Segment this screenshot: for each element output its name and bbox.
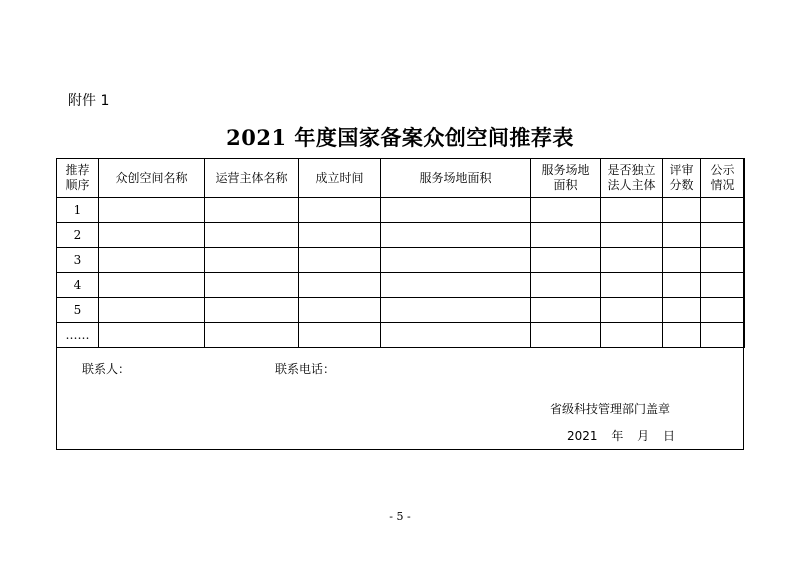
table-row [57, 248, 745, 273]
header-publicity: 公示 情况 [701, 159, 745, 198]
row-rank: 5 [57, 298, 99, 323]
contact-phone-label: 联系电话： [275, 362, 336, 376]
table-cell [531, 298, 601, 323]
table-cell [299, 198, 381, 223]
table-cell [663, 223, 701, 248]
table-cell [701, 198, 745, 223]
table-cell [299, 273, 381, 298]
header-independent-legal: 是否独立 法人主体 [601, 159, 663, 198]
table-cell [663, 298, 701, 323]
table-cell [205, 223, 299, 248]
header-rank: 推荐 顺序 [57, 159, 99, 198]
row-rank: …… [57, 323, 99, 348]
table-cell [663, 273, 701, 298]
table-cell [381, 298, 531, 323]
row-rank: 3 [57, 248, 99, 273]
seal-label: 省级科技管理部门盖章 [550, 402, 671, 416]
table-cell [99, 298, 205, 323]
header-space-name: 众创空间名称 [99, 159, 205, 198]
table-cell [531, 273, 601, 298]
table-cell [531, 223, 601, 248]
header-review-score: 评审 分数 [663, 159, 701, 198]
table-cell [701, 223, 745, 248]
table-cell [381, 248, 531, 273]
table-cell [531, 198, 601, 223]
table-row [57, 273, 745, 298]
recommendation-table [56, 158, 745, 348]
row-rank: 4 [57, 273, 99, 298]
table-cell [299, 298, 381, 323]
table-cell [601, 323, 663, 348]
table-cell [601, 198, 663, 223]
table-cell [701, 323, 745, 348]
page-number: - 5 - [389, 510, 411, 523]
table-cell [299, 323, 381, 348]
table-cell [601, 248, 663, 273]
table-row [57, 223, 745, 248]
table-cell [205, 273, 299, 298]
header-service-area-2: 服务场地 面积 [531, 159, 601, 198]
table-cell [299, 223, 381, 248]
header-founding-time: 成立时间 [299, 159, 381, 198]
table-cell [601, 273, 663, 298]
table-cell [205, 323, 299, 348]
header-operator-name: 运营主体名称 [205, 159, 299, 198]
table-cell [663, 198, 701, 223]
table-header-row [57, 159, 745, 198]
table-cell [205, 298, 299, 323]
table-cell [205, 248, 299, 273]
table-cell [99, 323, 205, 348]
table-cell [381, 273, 531, 298]
document-title: 2021 年度国家备案众创空间推荐表 [226, 125, 574, 150]
table-cell [663, 323, 701, 348]
table-cell [701, 273, 745, 298]
annex-label: 附件 1 [68, 93, 110, 109]
row-rank: 2 [57, 223, 99, 248]
table-cell [531, 248, 601, 273]
table-cell [531, 323, 601, 348]
header-service-area: 服务场地面积 [381, 159, 531, 198]
row-rank: 1 [57, 198, 99, 223]
table-cell [381, 223, 531, 248]
table-cell [381, 198, 531, 223]
table-cell [701, 298, 745, 323]
table-cell [299, 248, 381, 273]
table-cell [99, 273, 205, 298]
date-text: 2021 年 月 日 [567, 429, 675, 443]
table-cell [205, 198, 299, 223]
table-cell [601, 298, 663, 323]
table-cell [99, 198, 205, 223]
table-cell [663, 248, 701, 273]
table-cell [601, 223, 663, 248]
contact-person-label: 联系人： [82, 362, 131, 376]
table-row [57, 298, 745, 323]
table-cell [701, 248, 745, 273]
table-cell [381, 323, 531, 348]
table-row [57, 323, 745, 348]
table-cell [99, 248, 205, 273]
table-row [57, 198, 745, 223]
table-cell [99, 223, 205, 248]
